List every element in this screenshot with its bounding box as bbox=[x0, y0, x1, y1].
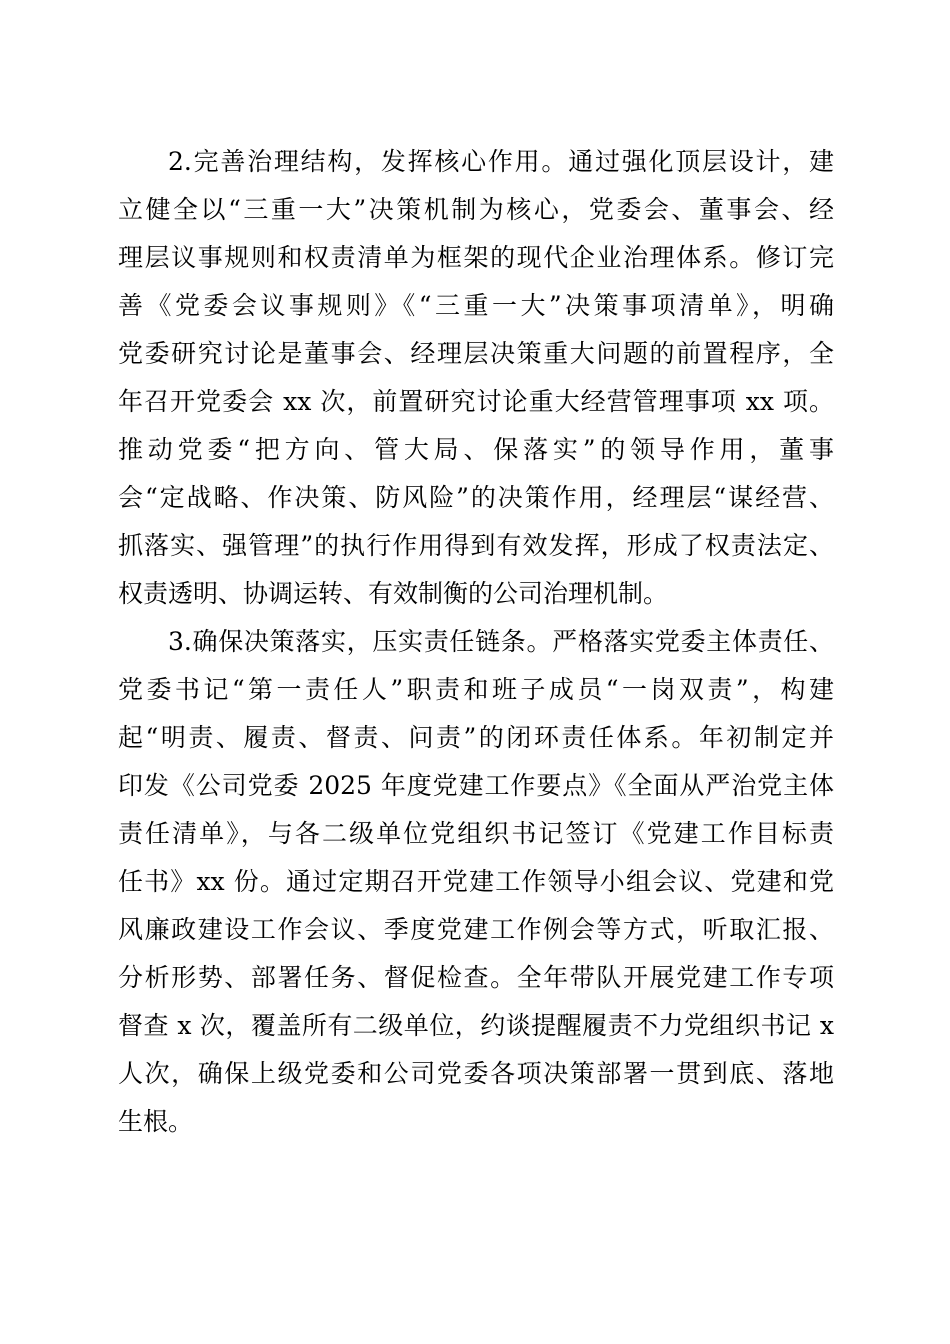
paragraph-line: 权责透明、协调运转、有效制衡的公司治理机制。 bbox=[118, 579, 669, 608]
paragraph-line: 善《党委会议事规则》《“三重一大”决策事项清单》，明确 bbox=[118, 291, 834, 320]
paragraph-line: 党委书记“第一责任人”职责和班子成员“一岗双责”，构建 bbox=[118, 675, 834, 704]
paragraph-line: 会“定战略、作决策、防风险”的决策作用，经理层“谋经营、 bbox=[118, 483, 834, 512]
paragraph-governance-structure bbox=[118, 138, 834, 618]
paragraph-line: 年召开党委会 xx 次，前置研究讨论重大经营管理事项 xx 项。 bbox=[118, 387, 834, 416]
paragraph-line: 责任清单》，与各二级单位党组织书记签订《党建工作目标责 bbox=[118, 819, 834, 848]
paragraph-line: 推动党委“把方向、管大局、保落实”的领导作用，董事 bbox=[118, 435, 834, 464]
paragraph-line: 理层议事规则和权责清单为框架的现代企业治理体系。修订完 bbox=[118, 243, 834, 272]
paragraph-line: 督查 x 次，覆盖所有二级单位，约谈提醒履责不力党组织书记 x bbox=[118, 1011, 834, 1040]
paragraph-line: 人次，确保上级党委和公司党委各项决策部署一贯到底、落地 bbox=[118, 1059, 834, 1088]
paragraph-line: 印发《公司党委 2025 年度党建工作要点》《全面从严治党主体 bbox=[118, 771, 834, 800]
paragraph-line: 任书》xx 份。通过定期召开党建工作领导小组会议、党建和党 bbox=[118, 867, 834, 896]
paragraph-line: 2.完善治理结构，发挥核心作用。通过强化顶层设计，建 bbox=[168, 147, 834, 176]
paragraph-decision-implementation bbox=[118, 618, 834, 1146]
paragraph-line: 分析形势、部署任务、督促检查。全年带队开展党建工作专项 bbox=[118, 963, 834, 992]
paragraph-line: 立健全以“三重一大”决策机制为核心，党委会、董事会、经 bbox=[118, 195, 834, 224]
paragraph-line: 生根。 bbox=[118, 1107, 194, 1136]
paragraph-line: 起“明责、履责、督责、问责”的闭环责任体系。年初制定并 bbox=[118, 723, 834, 752]
paragraph-line: 党委研究讨论是董事会、经理层决策重大问题的前置程序，全 bbox=[118, 339, 834, 368]
document-body bbox=[118, 138, 834, 1146]
paragraph-line: 抓落实、强管理”的执行作用得到有效发挥，形成了权责法定、 bbox=[118, 531, 834, 560]
paragraph-line: 风廉政建设工作会议、季度党建工作例会等方式，听取汇报、 bbox=[118, 915, 834, 944]
paragraph-line: 3.确保决策落实，压实责任链条。严格落实党委主体责任、 bbox=[168, 627, 834, 656]
